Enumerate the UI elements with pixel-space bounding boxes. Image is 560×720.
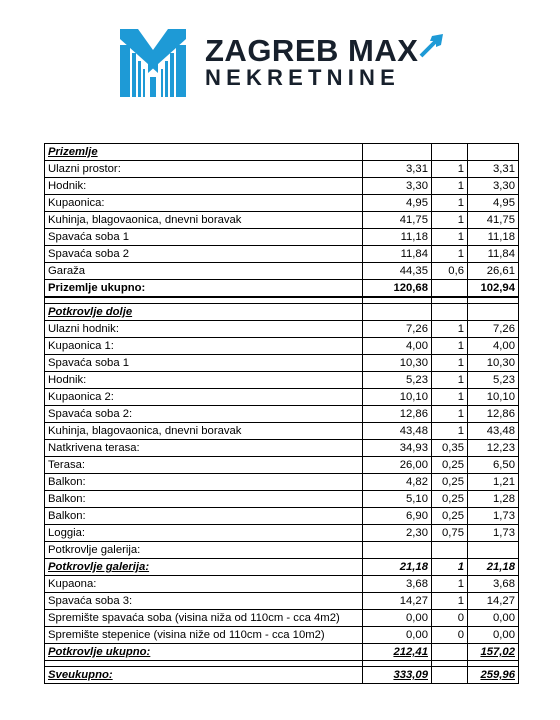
net-area-cell: 43,48 bbox=[468, 423, 519, 440]
table-row bbox=[45, 389, 519, 406]
net-area-cell: 4,95 bbox=[468, 195, 519, 212]
coefficient-cell: 1 bbox=[432, 195, 468, 212]
area-cell: 212,41 bbox=[363, 644, 432, 661]
coefficient-cell: 1 bbox=[432, 593, 468, 610]
room-name-cell: Kuhinja, blagovaonica, dnevni boravak bbox=[45, 423, 363, 440]
area-cell: 5,23 bbox=[363, 372, 432, 389]
room-name-cell: Loggia: bbox=[45, 525, 363, 542]
table-row bbox=[45, 355, 519, 372]
area-cell: 26,00 bbox=[363, 457, 432, 474]
coefficient-cell bbox=[432, 280, 468, 298]
table-row bbox=[45, 508, 519, 525]
table-row bbox=[45, 576, 519, 593]
coefficient-cell: 0,6 bbox=[432, 263, 468, 280]
room-name-cell: Natkrivena terasa: bbox=[45, 440, 363, 457]
area-cell: 4,00 bbox=[363, 338, 432, 355]
area-cell: 3,68 bbox=[363, 576, 432, 593]
coefficient-cell: 1 bbox=[432, 389, 468, 406]
room-name-cell: Balkon: bbox=[45, 508, 363, 525]
net-area-cell: 3,30 bbox=[468, 178, 519, 195]
coefficient-cell: 0 bbox=[432, 610, 468, 627]
net-area-cell: 259,96 bbox=[468, 667, 519, 684]
room-name-cell: Potkrovlje galerija: bbox=[45, 542, 363, 559]
coefficient-cell: 1 bbox=[432, 406, 468, 423]
room-name-cell: Spavaća soba 1 bbox=[45, 229, 363, 246]
area-cell: 4,82 bbox=[363, 474, 432, 491]
room-name-cell: Potkrovlje galerija: bbox=[45, 559, 363, 576]
coefficient-cell: 1 bbox=[432, 321, 468, 338]
room-name-cell: Spremište spavaća soba (visina niža od 110cm - cca 4m2) bbox=[45, 610, 363, 627]
subtotal-row bbox=[45, 280, 519, 298]
room-name-cell: Terasa: bbox=[45, 457, 363, 474]
area-cell: 44,35 bbox=[363, 263, 432, 280]
room-name-cell: Prizemlje bbox=[45, 144, 363, 161]
room-name-cell: Ulazni hodnik: bbox=[45, 321, 363, 338]
coefficient-cell: 1 bbox=[432, 576, 468, 593]
area-cell: 10,30 bbox=[363, 355, 432, 372]
area-cell: 4,95 bbox=[363, 195, 432, 212]
room-name-cell: Kuhinja, blagovaonica, dnevni boravak bbox=[45, 212, 363, 229]
area-cell: 6,90 bbox=[363, 508, 432, 525]
net-area-cell: 157,02 bbox=[468, 644, 519, 661]
table-row bbox=[45, 491, 519, 508]
area-cell: 21,18 bbox=[363, 559, 432, 576]
area-cell: 3,30 bbox=[363, 178, 432, 195]
table-row bbox=[45, 593, 519, 610]
area-cell: 0,00 bbox=[363, 610, 432, 627]
table-row bbox=[45, 474, 519, 491]
area-cell: 3,31 bbox=[363, 161, 432, 178]
net-area-cell: 26,61 bbox=[468, 263, 519, 280]
coefficient-cell bbox=[432, 644, 468, 661]
net-area-cell: 14,27 bbox=[468, 593, 519, 610]
area-cell: 14,27 bbox=[363, 593, 432, 610]
net-area-cell: 5,23 bbox=[468, 372, 519, 389]
coefficient-cell: 0,25 bbox=[432, 474, 468, 491]
area-cell: 12,86 bbox=[363, 406, 432, 423]
net-area-cell: 102,94 bbox=[468, 280, 519, 298]
coefficient-cell: 1 bbox=[432, 178, 468, 195]
net-area-cell: 1,28 bbox=[468, 491, 519, 508]
room-name-cell: Hodnik: bbox=[45, 372, 363, 389]
table-row bbox=[45, 423, 519, 440]
net-area-cell bbox=[468, 304, 519, 321]
area-cell: 11,18 bbox=[363, 229, 432, 246]
room-name-cell: Spavaća soba 2: bbox=[45, 406, 363, 423]
room-name-cell: Balkon: bbox=[45, 491, 363, 508]
coefficient-cell: 0,25 bbox=[432, 457, 468, 474]
net-area-cell: 12,86 bbox=[468, 406, 519, 423]
room-name-cell: Garaža bbox=[45, 263, 363, 280]
area-cell bbox=[363, 144, 432, 161]
coefficient-cell: 1 bbox=[432, 212, 468, 229]
table-row bbox=[45, 440, 519, 457]
section-header-row bbox=[45, 559, 519, 576]
room-name-cell: Spavaća soba 2 bbox=[45, 246, 363, 263]
area-cell: 7,26 bbox=[363, 321, 432, 338]
coefficient-cell: 1 bbox=[432, 423, 468, 440]
coefficient-cell: 1 bbox=[432, 229, 468, 246]
table-row bbox=[45, 229, 519, 246]
coefficient-cell: 0 bbox=[432, 627, 468, 644]
coefficient-cell: 1 bbox=[432, 338, 468, 355]
table-row bbox=[45, 178, 519, 195]
net-area-cell bbox=[468, 542, 519, 559]
room-name-cell: Kupaona: bbox=[45, 576, 363, 593]
area-cell: 120,68 bbox=[363, 280, 432, 298]
room-name-cell: Kupaonica 2: bbox=[45, 389, 363, 406]
room-name-cell: Sveukupno: bbox=[45, 667, 363, 684]
grand-total-row bbox=[45, 667, 519, 684]
area-cell: 43,48 bbox=[363, 423, 432, 440]
room-name-cell: Ulazni prostor: bbox=[45, 161, 363, 178]
area-cell: 333,09 bbox=[363, 667, 432, 684]
area-cell bbox=[363, 542, 432, 559]
net-area-cell: 3,68 bbox=[468, 576, 519, 593]
table-row bbox=[45, 321, 519, 338]
table-row bbox=[45, 627, 519, 644]
room-name-cell: Kupaonica: bbox=[45, 195, 363, 212]
section-header-row bbox=[45, 304, 519, 321]
area-cell: 5,10 bbox=[363, 491, 432, 508]
coefficient-cell: 0,75 bbox=[432, 525, 468, 542]
coefficient-cell: 1 bbox=[432, 246, 468, 263]
net-area-cell: 10,10 bbox=[468, 389, 519, 406]
room-name-cell: Prizemlje ukupno: bbox=[45, 280, 363, 298]
coefficient-cell: 0,25 bbox=[432, 508, 468, 525]
coefficient-cell: 1 bbox=[432, 161, 468, 178]
net-area-cell: 6,50 bbox=[468, 457, 519, 474]
coefficient-cell: 1 bbox=[432, 355, 468, 372]
net-area-cell: 11,18 bbox=[468, 229, 519, 246]
room-name-cell: Kupaonica 1: bbox=[45, 338, 363, 355]
net-area-cell: 4,00 bbox=[468, 338, 519, 355]
net-area-cell: 1,73 bbox=[468, 525, 519, 542]
net-area-cell bbox=[468, 144, 519, 161]
net-area-cell: 12,23 bbox=[468, 440, 519, 457]
area-cell: 10,10 bbox=[363, 389, 432, 406]
coefficient-cell: 0,35 bbox=[432, 440, 468, 457]
room-name-cell: Hodnik: bbox=[45, 178, 363, 195]
coefficient-cell bbox=[432, 667, 468, 684]
area-cell: 11,84 bbox=[363, 246, 432, 263]
area-cell: 34,93 bbox=[363, 440, 432, 457]
subtotal-row bbox=[45, 644, 519, 661]
table-row bbox=[45, 212, 519, 229]
net-area-cell: 41,75 bbox=[468, 212, 519, 229]
net-area-cell: 7,26 bbox=[468, 321, 519, 338]
net-area-cell: 3,31 bbox=[468, 161, 519, 178]
net-area-cell: 1,21 bbox=[468, 474, 519, 491]
room-name-cell: Balkon: bbox=[45, 474, 363, 491]
coefficient-cell bbox=[432, 144, 468, 161]
table-row bbox=[45, 338, 519, 355]
coefficient-cell: 1 bbox=[432, 372, 468, 389]
coefficient-cell bbox=[432, 542, 468, 559]
room-name-cell: Spavaća soba 3: bbox=[45, 593, 363, 610]
room-name-cell: Spremište stepenice (visina niže od 110cm - cca 10m2) bbox=[45, 627, 363, 644]
table-row bbox=[45, 406, 519, 423]
net-area-cell: 1,73 bbox=[468, 508, 519, 525]
room-name-cell: Spavaća soba 1 bbox=[45, 355, 363, 372]
net-area-cell: 10,30 bbox=[468, 355, 519, 372]
table-row bbox=[45, 161, 519, 178]
section-header-row bbox=[45, 144, 519, 161]
table-row bbox=[45, 195, 519, 212]
net-area-cell: 0,00 bbox=[468, 610, 519, 627]
coefficient-cell bbox=[432, 304, 468, 321]
table-row bbox=[45, 525, 519, 542]
table-row bbox=[45, 542, 519, 559]
coefficient-cell: 0,25 bbox=[432, 491, 468, 508]
area-cell bbox=[363, 304, 432, 321]
table-row bbox=[45, 246, 519, 263]
arrow-up-right-icon bbox=[418, 33, 444, 59]
brand-subtitle: NEKRETNINE bbox=[205, 65, 401, 90]
net-area-cell: 11,84 bbox=[468, 246, 519, 263]
area-cell: 0,00 bbox=[363, 627, 432, 644]
table-row bbox=[45, 457, 519, 474]
area-table bbox=[44, 143, 519, 684]
coefficient-cell: 1 bbox=[432, 559, 468, 576]
table-row bbox=[45, 610, 519, 627]
table-row bbox=[45, 372, 519, 389]
area-cell: 2,30 bbox=[363, 525, 432, 542]
room-name-cell: Potkrovlje ukupno: bbox=[45, 644, 363, 661]
table-row bbox=[45, 263, 519, 280]
area-cell: 41,75 bbox=[363, 212, 432, 229]
room-name-cell: Potkrovlje dolje bbox=[45, 304, 363, 321]
area-table-body bbox=[45, 144, 519, 684]
brand-name: ZAGREB MAX bbox=[205, 33, 419, 68]
net-area-cell: 0,00 bbox=[468, 627, 519, 644]
net-area-cell: 21,18 bbox=[468, 559, 519, 576]
